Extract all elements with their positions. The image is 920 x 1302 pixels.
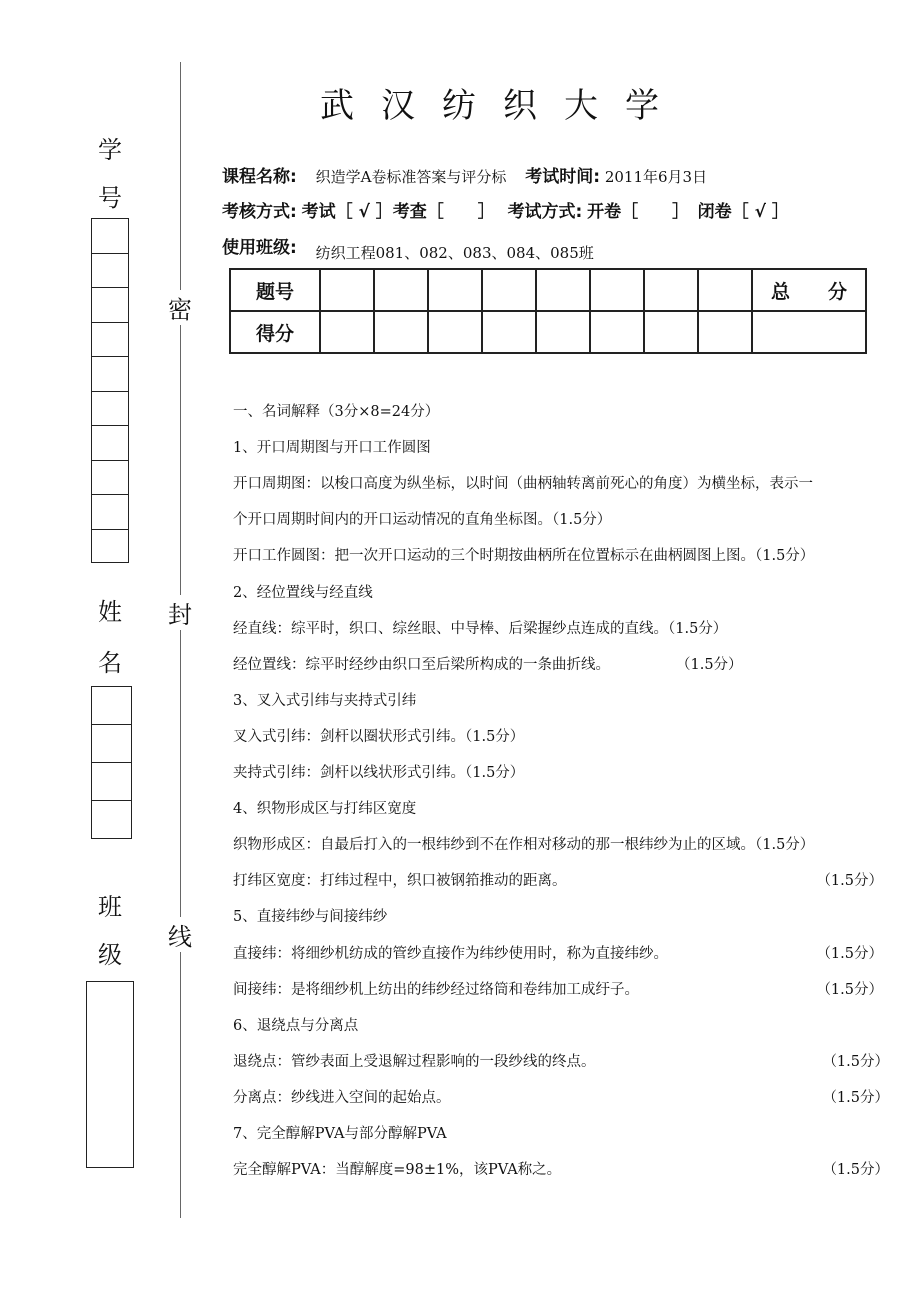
line-text: 7、完全醇解PVA与部分醇解PVA [233, 1126, 447, 1142]
name-label-2: 名 [98, 649, 122, 677]
answer-line [233, 797, 883, 818]
answer-line [233, 905, 883, 926]
score-cell[interactable] [320, 311, 374, 353]
answer-line [233, 1158, 889, 1179]
university-title: 武汉纺织大学 [320, 86, 686, 126]
class-box[interactable] [86, 981, 134, 1168]
score-cell[interactable] [590, 311, 644, 353]
line-score: （1.5分） [822, 1089, 889, 1106]
assess-options: 考试［ √ ］考查［ ］ [301, 202, 495, 222]
assessment-row [222, 197, 789, 222]
line-text: 间接纬：是将细纱机上纺出的纬纱经过络筒和卷纬加工成纡子。 [233, 981, 639, 998]
score-table [229, 268, 867, 354]
answer-line [233, 544, 883, 565]
line-text: 退绕点：管纱表面上受退解过程影响的一段纱线的终点。 [233, 1053, 596, 1070]
name-boxes[interactable] [91, 686, 132, 839]
student-id-label-2: 号 [98, 184, 122, 212]
line-text: 开口周期图：以梭口高度为纵坐标，以时间（曲柄轴转离前死心的角度）为横坐标，表示一 [233, 476, 813, 493]
line-text: 3、叉入式引纬与夹持式引纬 [233, 692, 417, 709]
answer-line [233, 869, 883, 890]
question-number-row [230, 269, 866, 311]
question-number-label: 题号 [230, 269, 320, 311]
seal-char-feng: 封 [165, 595, 195, 630]
course-row [222, 162, 707, 187]
line-text: 2、经位置线与经直线 [233, 584, 373, 601]
line-score: （1.5分） [822, 1053, 889, 1070]
answer-line [233, 436, 883, 457]
answer-line [233, 725, 883, 746]
answer-line [233, 508, 883, 529]
line-score: （1.5分） [822, 1162, 889, 1179]
line-score: （1.5分） [816, 873, 883, 890]
answer-line [233, 617, 883, 638]
line-text: 6、退绕点与分离点 [233, 1017, 359, 1034]
score-cell[interactable] [698, 311, 752, 353]
line-text: 4、织物形成区与打纬区宽度 [233, 801, 417, 818]
score-cell[interactable] [428, 311, 482, 353]
answer-line [233, 761, 883, 782]
line-text: 织物形成区：自最后打入的一根纬纱到不在作相对移动的那一根纬纱为止的区域。（1.5分） [233, 837, 815, 854]
line-text: 完全醇解PVA：当醇解度=98±1%，该PVA称之。 [233, 1162, 562, 1179]
answer-line [233, 581, 883, 602]
name-label-1: 姓 [98, 598, 122, 626]
line-score: （1.5分） [816, 945, 883, 962]
student-id-label-1: 学 [98, 136, 122, 164]
course-label: 课程名称: [222, 167, 297, 187]
line-text: 个开口周期时间内的开口运动情况的直角坐标图。（1.5分） [233, 512, 612, 529]
answer-line [233, 942, 883, 963]
class-label-1: 班 [98, 893, 122, 921]
class-label-2: 级 [98, 941, 122, 969]
line-text: 经直线：综平时，织口、综丝眼、中导棒、后梁握纱点连成的直线。（1.5分） [233, 620, 728, 637]
exam-mode-label: 考试方式: [507, 202, 583, 222]
score-cell[interactable] [644, 311, 698, 353]
answer-line [233, 653, 883, 674]
line-text: 1、开口周期图与开口工作圆图 [233, 440, 431, 457]
answer-line [233, 978, 883, 999]
line-score: （1.5分） [676, 656, 743, 673]
line-text: 经位置线：综平时经纱由织口至后梁所构成的一条曲折线。 [233, 656, 610, 673]
score-label: 得分 [230, 311, 320, 353]
course-value: 织造学A卷标准答案与评分标 [315, 168, 507, 186]
answer-line [233, 1014, 883, 1035]
answer-line [233, 1086, 889, 1107]
score-cell[interactable] [374, 311, 428, 353]
line-text: 开口工作圆图：把一次开口运动的三个时期按曲柄所在位置标示在曲柄圆图上图。（1.5分） [233, 548, 815, 565]
score-cell[interactable] [536, 311, 590, 353]
seal-char-xian: 线 [165, 917, 195, 952]
line-text: 夹持式引纬：剑杆以线状形式引纬。（1.5分） [233, 765, 525, 781]
exam-time-value: 2011年6月3日 [604, 168, 708, 186]
line-text: 打纬区宽度：打纬过程中，织口被钢筘推动的距离。 [233, 873, 567, 890]
exam-time-label: 考试时间: [525, 167, 601, 187]
total-score-cell[interactable] [752, 311, 866, 353]
line-text: 一、名词解释（3分×8=24分） [233, 404, 440, 420]
class-value: 纺织工程081、082、083、084、085班 [315, 244, 594, 262]
seal-line [180, 62, 181, 1218]
answer-line [233, 1050, 889, 1071]
class-label: 使用班级: [222, 238, 297, 258]
student-id-boxes[interactable] [91, 218, 129, 563]
line-text: 直接纬：将细纱机纺成的管纱直接作为纬纱使用时，称为直接纬纱。 [233, 945, 668, 962]
line-text: 叉入式引纬：剑杆以圈状形式引纬。（1.5分） [233, 728, 525, 745]
answer-line [233, 833, 883, 854]
seal-char-mi: 密 [165, 290, 195, 325]
class-row [222, 233, 594, 262]
line-text: 5、直接纬纱与间接纬纱 [233, 909, 388, 926]
exam-mode-options: 开卷［ ］ 闭卷［ √ ］ [587, 202, 789, 222]
total-label: 总 分 [752, 269, 866, 311]
section-heading [233, 400, 883, 421]
score-row [230, 311, 866, 353]
line-score: （1.5分） [816, 981, 883, 998]
assess-label: 考核方式: [222, 202, 297, 222]
answer-line [233, 689, 883, 710]
score-cell[interactable] [482, 311, 536, 353]
answer-line [233, 472, 883, 493]
answer-line [233, 1122, 883, 1143]
line-text: 分离点：纱线进入空间的起始点。 [233, 1089, 451, 1106]
